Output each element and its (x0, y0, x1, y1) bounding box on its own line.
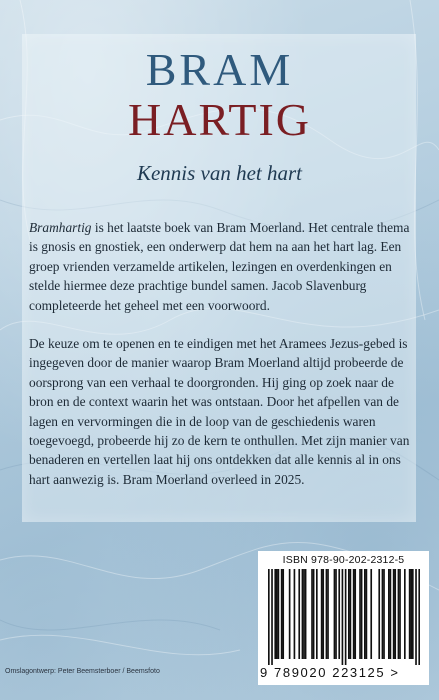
barcode-bar (276, 569, 278, 659)
barcode-bar (305, 569, 307, 659)
barcode-bar (289, 569, 291, 659)
barcode-bar (410, 569, 412, 659)
barcode-bar (281, 569, 283, 659)
barcode-bar (338, 569, 340, 659)
barcode-bar (282, 569, 284, 659)
barcode-bar (326, 569, 328, 659)
barcode-bar (303, 569, 305, 659)
blurb-text (29, 218, 413, 489)
book-name-italic: Bramhartig (29, 220, 92, 235)
barcode-bar (390, 569, 392, 659)
barcode-bar (294, 569, 296, 659)
blurb-paragraph-1-text: is het laatste boek van Bram Moerland. Het centrale thema is gnosis en gnostiek, een onderwerp dat hem na aan het hart lag. Een groep vrienden verzamelde artikelen, lezingen en overdenkingen en stelde hiermee deze prachtige bundel samen. Jacob Slavenburg completeerde het geheel met een voorwoord. (29, 220, 410, 313)
barcode-bar (404, 569, 406, 659)
barcode-bar (378, 569, 380, 659)
barcode-bar (399, 569, 401, 659)
barcode-bar (366, 569, 368, 659)
barcode-bar (268, 569, 270, 665)
isbn-label: ISBN 978-90-202-2312-5 (282, 554, 405, 566)
blurb-paragraph-1 (29, 218, 413, 315)
cover-design-credit: Omslagontwerp: Peter Beemsterboer / Beemsfoto (5, 668, 160, 675)
barcode-bar (412, 569, 414, 659)
barcode-bar (348, 569, 350, 659)
book-title (0, 44, 439, 145)
barcode-bar (383, 569, 385, 659)
barcode-bar (311, 569, 313, 659)
barcode-bar (415, 569, 417, 665)
barcode-bar (342, 569, 344, 665)
barcode-bar (418, 569, 420, 665)
barcode-bar (327, 569, 329, 659)
barcode-bar (321, 569, 323, 659)
barcode-bar (313, 569, 315, 659)
barcode-bar (409, 569, 411, 659)
isbn-barcode (258, 551, 429, 685)
barcode-bar (322, 569, 324, 659)
book-subtitle: Kennis van het hart (136, 161, 303, 185)
barcode-bar (353, 569, 355, 659)
barcode-bar (335, 569, 337, 659)
barcode-bar (334, 569, 336, 659)
barcode-digits: 9 789020 223125 > (260, 665, 400, 680)
barcode-bar (364, 569, 366, 659)
title-line-bram: BRAM (145, 44, 294, 95)
barcode-bar (316, 569, 318, 659)
barcode-bar (370, 569, 372, 659)
barcode-bar (271, 569, 273, 665)
barcode-bar (298, 569, 300, 659)
barcode-bar (302, 569, 304, 659)
barcode-bar (359, 569, 361, 659)
barcode-bar (393, 569, 395, 659)
barcode-bar (345, 569, 347, 665)
barcode-bars (268, 569, 420, 665)
barcode-bar (394, 569, 396, 659)
barcode-bar (350, 569, 352, 659)
barcode-bar (274, 569, 276, 659)
barcode-bar (354, 569, 356, 659)
barcode-bar (398, 569, 400, 659)
blurb-paragraph-2: De keuze om te openen en te eindigen met het Aramees Jezus-gebed is ingegeven door de manier waarop Bram Moerland altijd probeerde de oorsprong van een verhaal te doorgronden. Hij ging op zoek naar de bron en de context waarin het was ontstaan. Door het afpellen van de lagen en vervormingen die in de loop van de geschiedenis waren toegevoegd, probeerde hij zo de kern te onthullen. Met zijn manier van benaderen en vertellen laat hij ons ontdekken dat alle kennis al in ons hart aanwezig is. Bram Moerland overleed in 2025. (29, 336, 410, 487)
barcode-bar (382, 569, 384, 659)
title-line-hartig: HARTIG (128, 94, 311, 145)
barcode-bar (388, 569, 390, 659)
barcode-bar (361, 569, 363, 659)
barcode-bar (278, 569, 280, 659)
